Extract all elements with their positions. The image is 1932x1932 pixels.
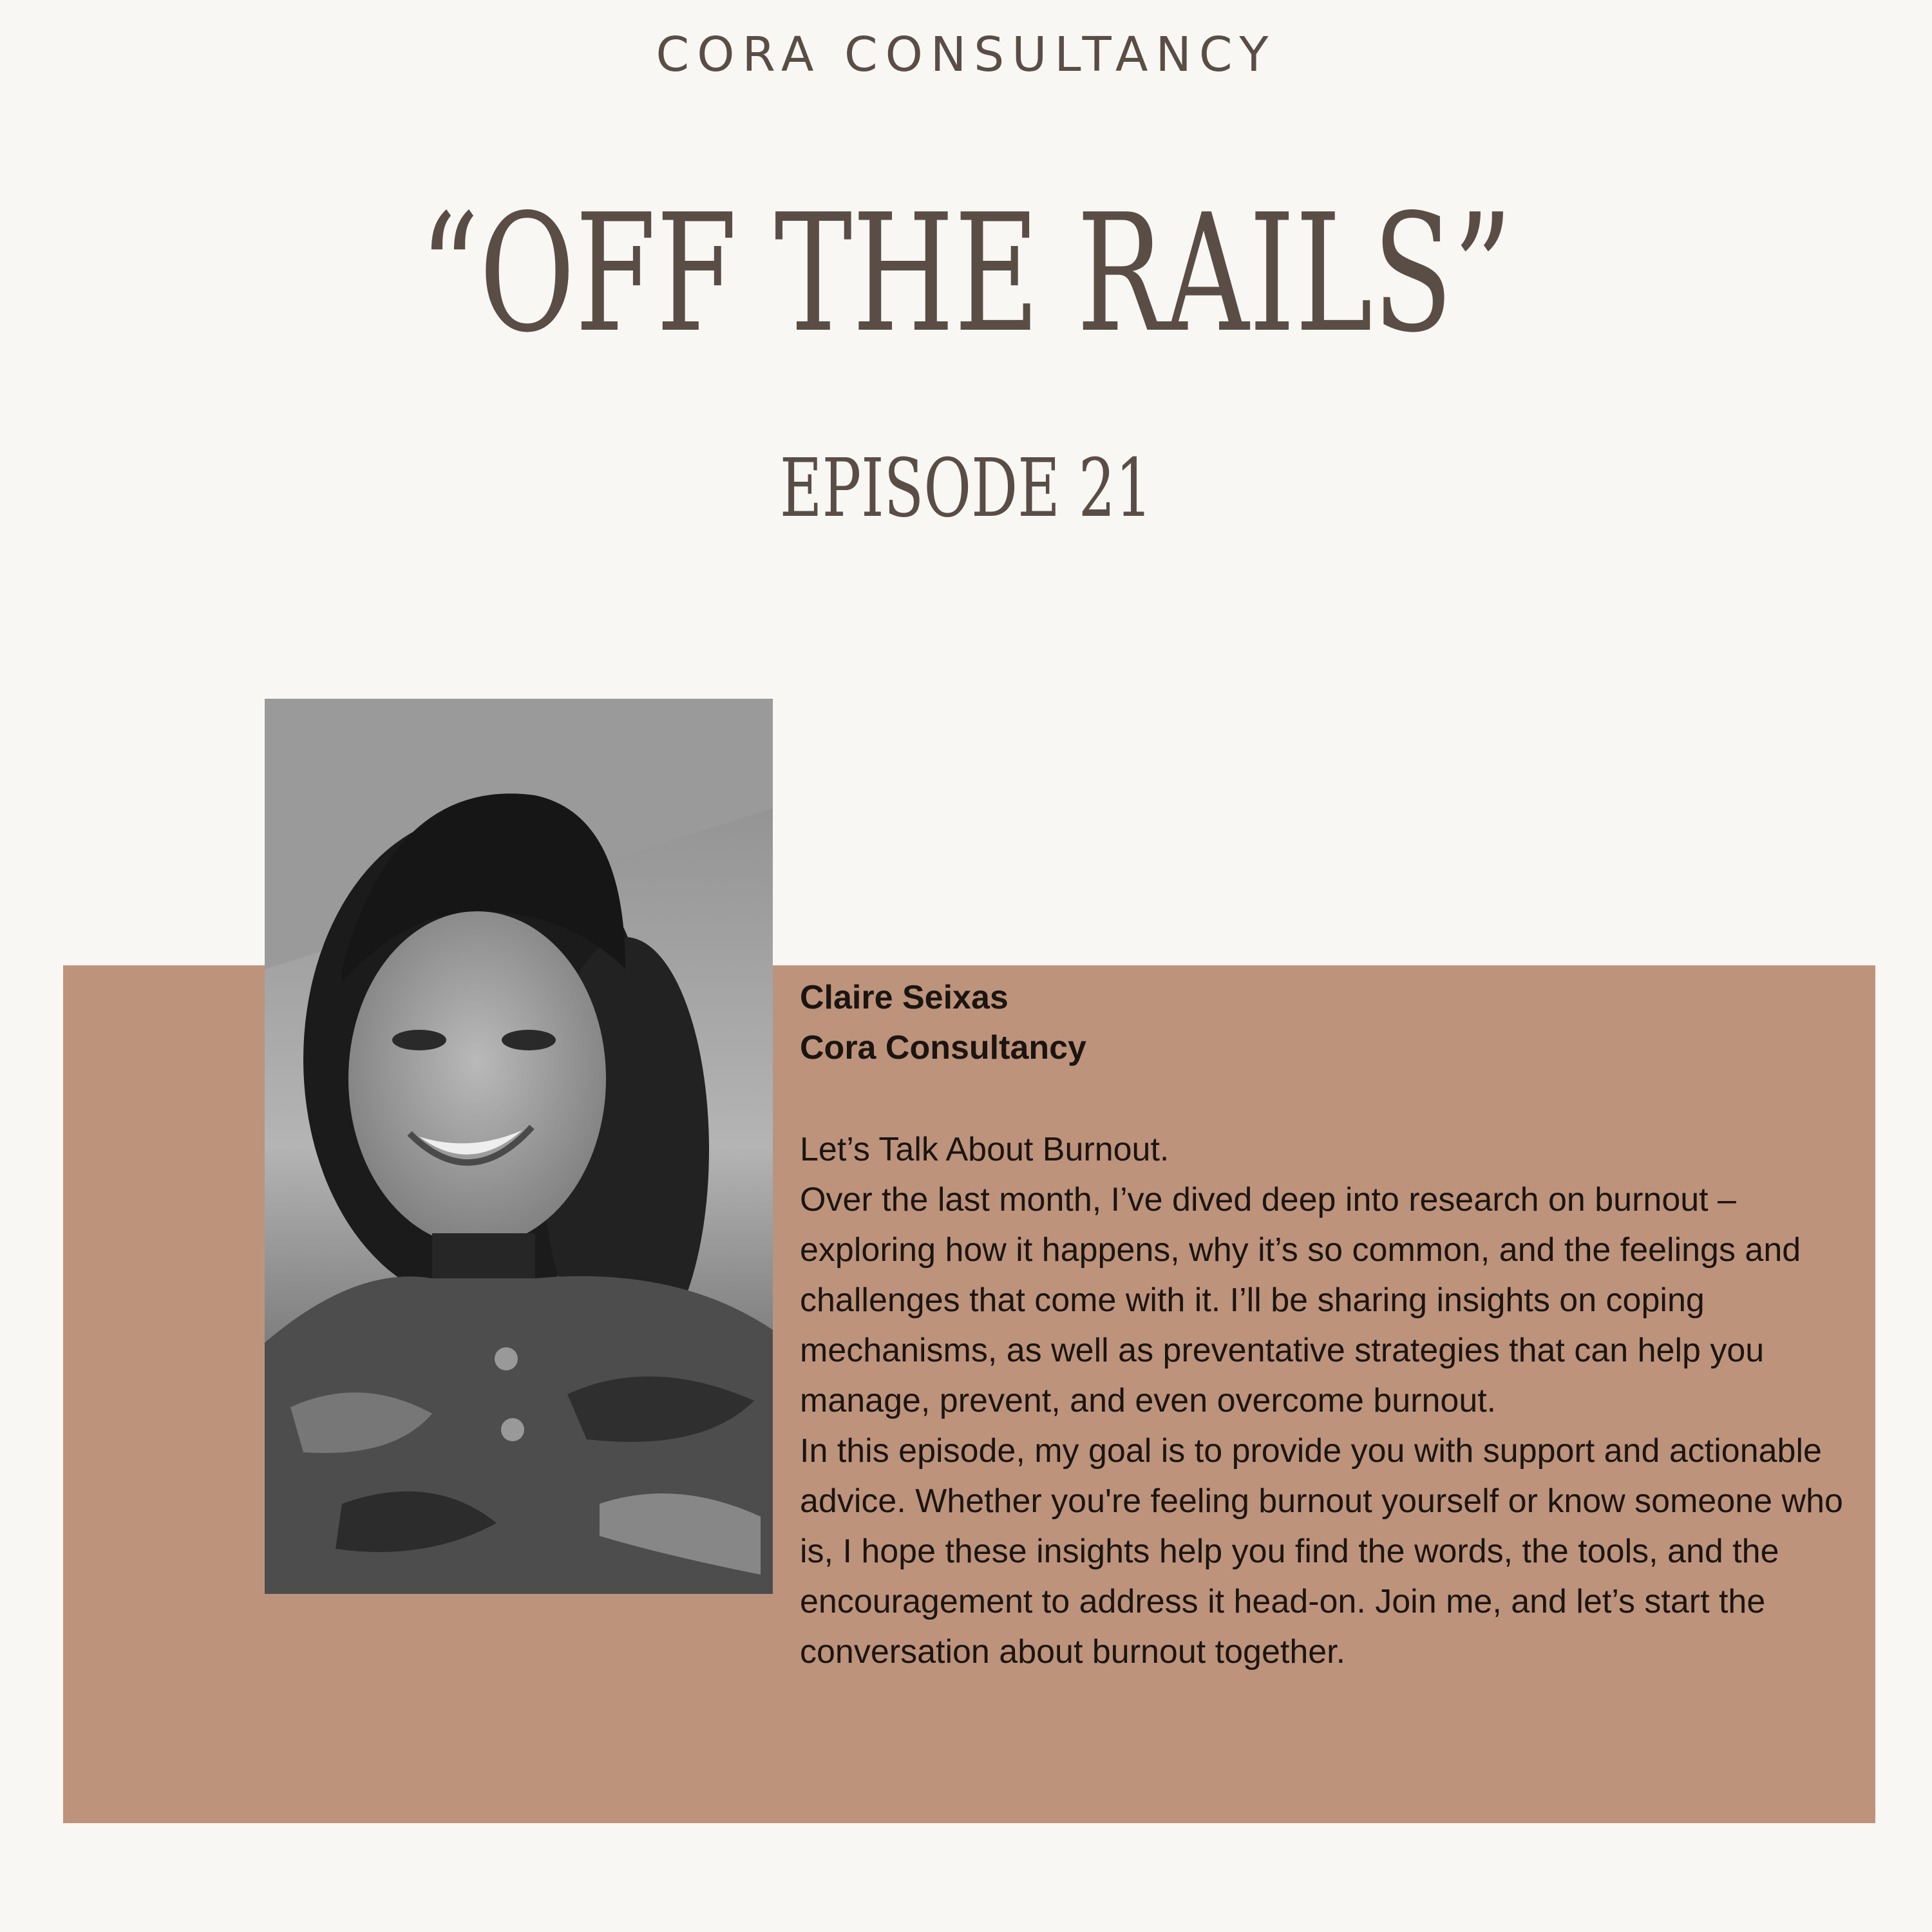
guest-name: Claire Seixas — [800, 979, 1009, 1016]
podcast-title: “OFF THE RAILS” — [419, 180, 1513, 368]
guest-portrait-icon — [265, 699, 773, 1594]
guest-info — [800, 972, 1856, 1677]
guest-company: Cora Consultancy — [800, 1029, 1086, 1066]
episode-number: EPISODE 21 — [779, 442, 1153, 535]
brand-name: CORA CONSULTANCY — [656, 27, 1276, 82]
episode-description: Let’s Talk About Burnout. Over the last month, I’ve dived deep into research on burnout – exploring how it happens, why it’s so common, and the feelings and challenges that come with it. I’ll be sharing insights on coping mechanisms, as well as preventative strategies that can help you manage, prevent, and even overcome burnout. In this episode, my goal is to provide you with support and actionable advice. Whether you're feeling burnout yourself or know someone who is, I hope these insights help you find the words, the tools, and the encouragement to address it head-on. Join me, and let’s start the conversation about burnout together. — [800, 1131, 1843, 1671]
guest-photo — [265, 699, 773, 1594]
